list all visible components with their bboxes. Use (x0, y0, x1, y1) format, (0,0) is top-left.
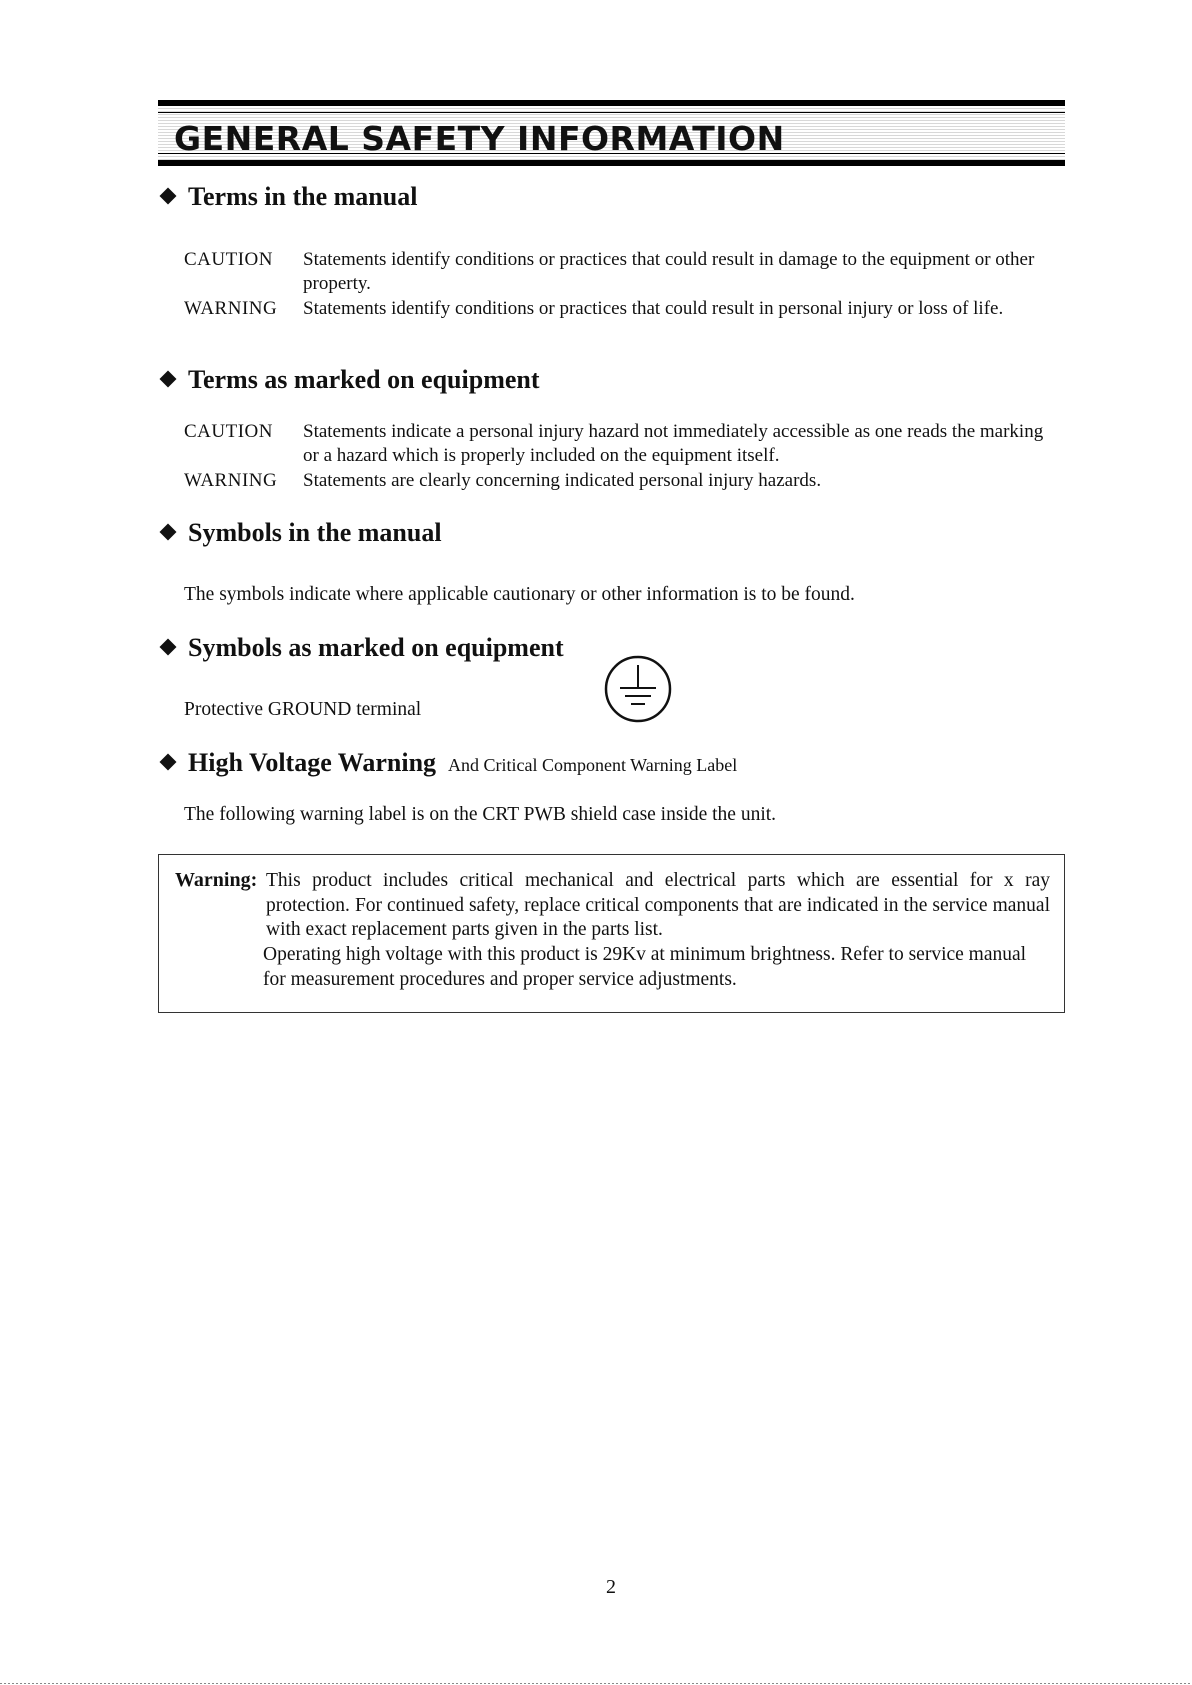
term-text: Statements are clearly concerning indicated personal injury hazards. (303, 470, 822, 491)
section-heading-high-voltage (158, 748, 737, 778)
bottom-dotted-rule (0, 1683, 1192, 1684)
symbols-manual-text: The symbols indicate where applicable cautionary or other information is to be found. (184, 584, 855, 605)
term-label: WARNING (184, 470, 278, 491)
term-label: CAUTION (184, 249, 273, 270)
diamond-bullet-icon (160, 524, 177, 541)
diamond-bullet-icon (160, 188, 177, 205)
page-title: GENERAL SAFETY INFORMATION (174, 119, 785, 158)
high-voltage-text: The following warning label is on the CRT PWB shield case inside the unit. (184, 804, 777, 825)
heading-subtitle: And Critical Component Warning Label (448, 755, 738, 775)
warning-label-box (158, 854, 1065, 1013)
heading-text: High Voltage Warning (188, 748, 437, 777)
section-heading-terms-manual (158, 182, 417, 212)
term-label: CAUTION (184, 421, 273, 442)
term-text: Statements identify conditions or practices that could result in personal injury or loss of life. (303, 298, 1004, 319)
section-heading-symbols-equipment (158, 633, 564, 663)
heading-text: Symbols in the manual (188, 518, 442, 547)
protective-ground-label: Protective GROUND terminal (184, 699, 422, 720)
title-banner (158, 100, 1065, 166)
term-text: Statements identify conditions or practices that could result in damage to the equipment or other property. (303, 249, 1035, 294)
diamond-bullet-icon (160, 639, 177, 656)
term-text: Statements indicate a personal injury hazard not immediately accessible as one reads the marking or a hazard which is properly included on the equipment itself. (303, 421, 1044, 466)
section-heading-symbols-manual (158, 518, 442, 548)
heading-text: Terms as marked on equipment (188, 365, 540, 394)
diamond-bullet-icon (160, 754, 177, 771)
page-number: 2 (606, 1576, 616, 1598)
diamond-bullet-icon (160, 371, 177, 388)
section-heading-terms-equipment (158, 365, 540, 395)
protective-ground-icon (603, 654, 673, 724)
term-label: WARNING (184, 298, 278, 319)
warning-label: Warning: (175, 869, 258, 891)
warning-text-parts: This product includes critical mechanical and electrical parts which are essential for x ray protection. For continued safety, replace critical components that are indicated in the service manual with exact replacement parts given in the parts list. (266, 870, 1050, 940)
heading-text: Terms in the manual (188, 182, 418, 211)
warning-text-voltage: Operating high voltage with this product is 29Kv at minimum brightness. Refer to service manual for measurement procedures and proper service adjustments. (263, 944, 1027, 990)
heading-text: Symbols as marked on equipment (188, 633, 564, 662)
